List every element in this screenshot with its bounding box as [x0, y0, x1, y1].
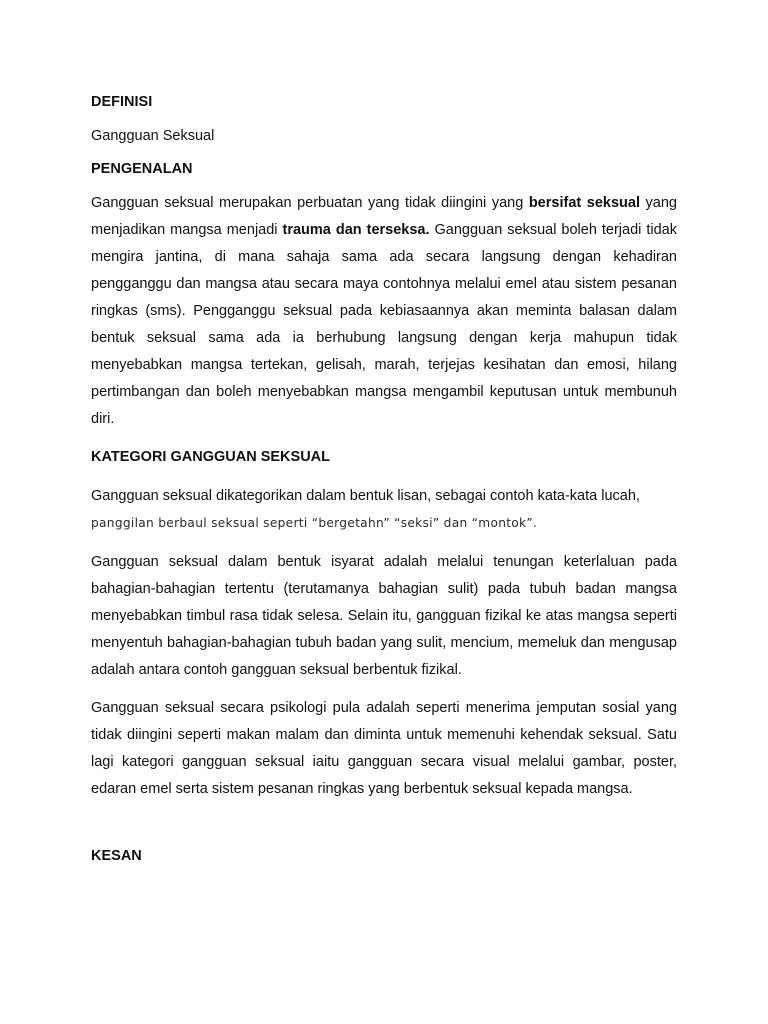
heading-kesan: KESAN	[91, 848, 142, 864]
paragraph-intro	[91, 190, 677, 433]
heading-pengenalan: PENGENALAN	[91, 161, 193, 177]
intro-bold-2: trauma dan terseksa.	[282, 222, 430, 238]
paragraph-lisan	[91, 483, 691, 536]
subtitle: Gangguan Seksual	[91, 128, 215, 144]
intro-text-3: Gangguan seksual boleh terjadi tidak mengira jantina, di mana sahaja sama ada secara langsung dengan kehadiran pengganggu dan mangsa atau secara maya contohnya melalui emel atau sistem pesanan ringkas (sms). Pengganggu seksual pada kebiasaannya akan meminta balasan dalam bentuk seksual sama ada ia berhubung langsung dengan kerja mahupun tidak menyebabkan mangsa tertekan, gelisah, marah, terjejas kesihatan dan emosi, hilang pertimbangan dan boleh menyebabkan mangsa mengambil keputusan untuk membunuh diri.	[91, 222, 678, 427]
intro-text-2: yang menjadikan mangsa menjadi	[91, 195, 677, 238]
lisan-line-2: panggilan berbaul seksual seperti “bergetahn” “seksi” dan “montok”.	[91, 516, 538, 530]
intro-bold-1: bersifat seksual	[528, 195, 640, 211]
paragraph-psikologi: Gangguan seksual secara psikologi pula adalah seperti menerima jemputan sosial yang tidak diingini seperti makan malam dan diminta untuk memenuhi kehendak seksual. Satu lagi kategori gangguan seksual iaitu gangguan secara visual melalui gambar, poster, edaran emel serta sistem pesanan ringkas yang berbentuk seksual kepada mangsa.	[91, 700, 677, 797]
paragraph-isyarat: Gangguan seksual dalam bentuk isyarat adalah melalui tenungan keterlaluan pada bahagian-bahagian tertentu (terutamanya bahagian sulit) pada tubuh badan mangsa menyebabkan timbul rasa tidak selesa. Selain itu, gangguan fizikal ke atas mangsa seperti menyentuh bahagian-bahagian tubuh badan yang sulit, mencium, memeluk dan mengusap adalah antara contoh gangguan seksual berbentuk fizikal.	[91, 554, 677, 678]
lisan-line-1: Gangguan seksual dikategorikan dalam bentuk lisan, sebagai contoh kata-kata lucah,	[91, 488, 640, 504]
heading-kategori: KATEGORI GANGGUAN SEKSUAL	[91, 449, 330, 465]
intro-text-1: Gangguan seksual merupakan perbuatan yang tidak diingini yang	[91, 195, 529, 211]
heading-definisi: DEFINISI	[91, 94, 153, 110]
